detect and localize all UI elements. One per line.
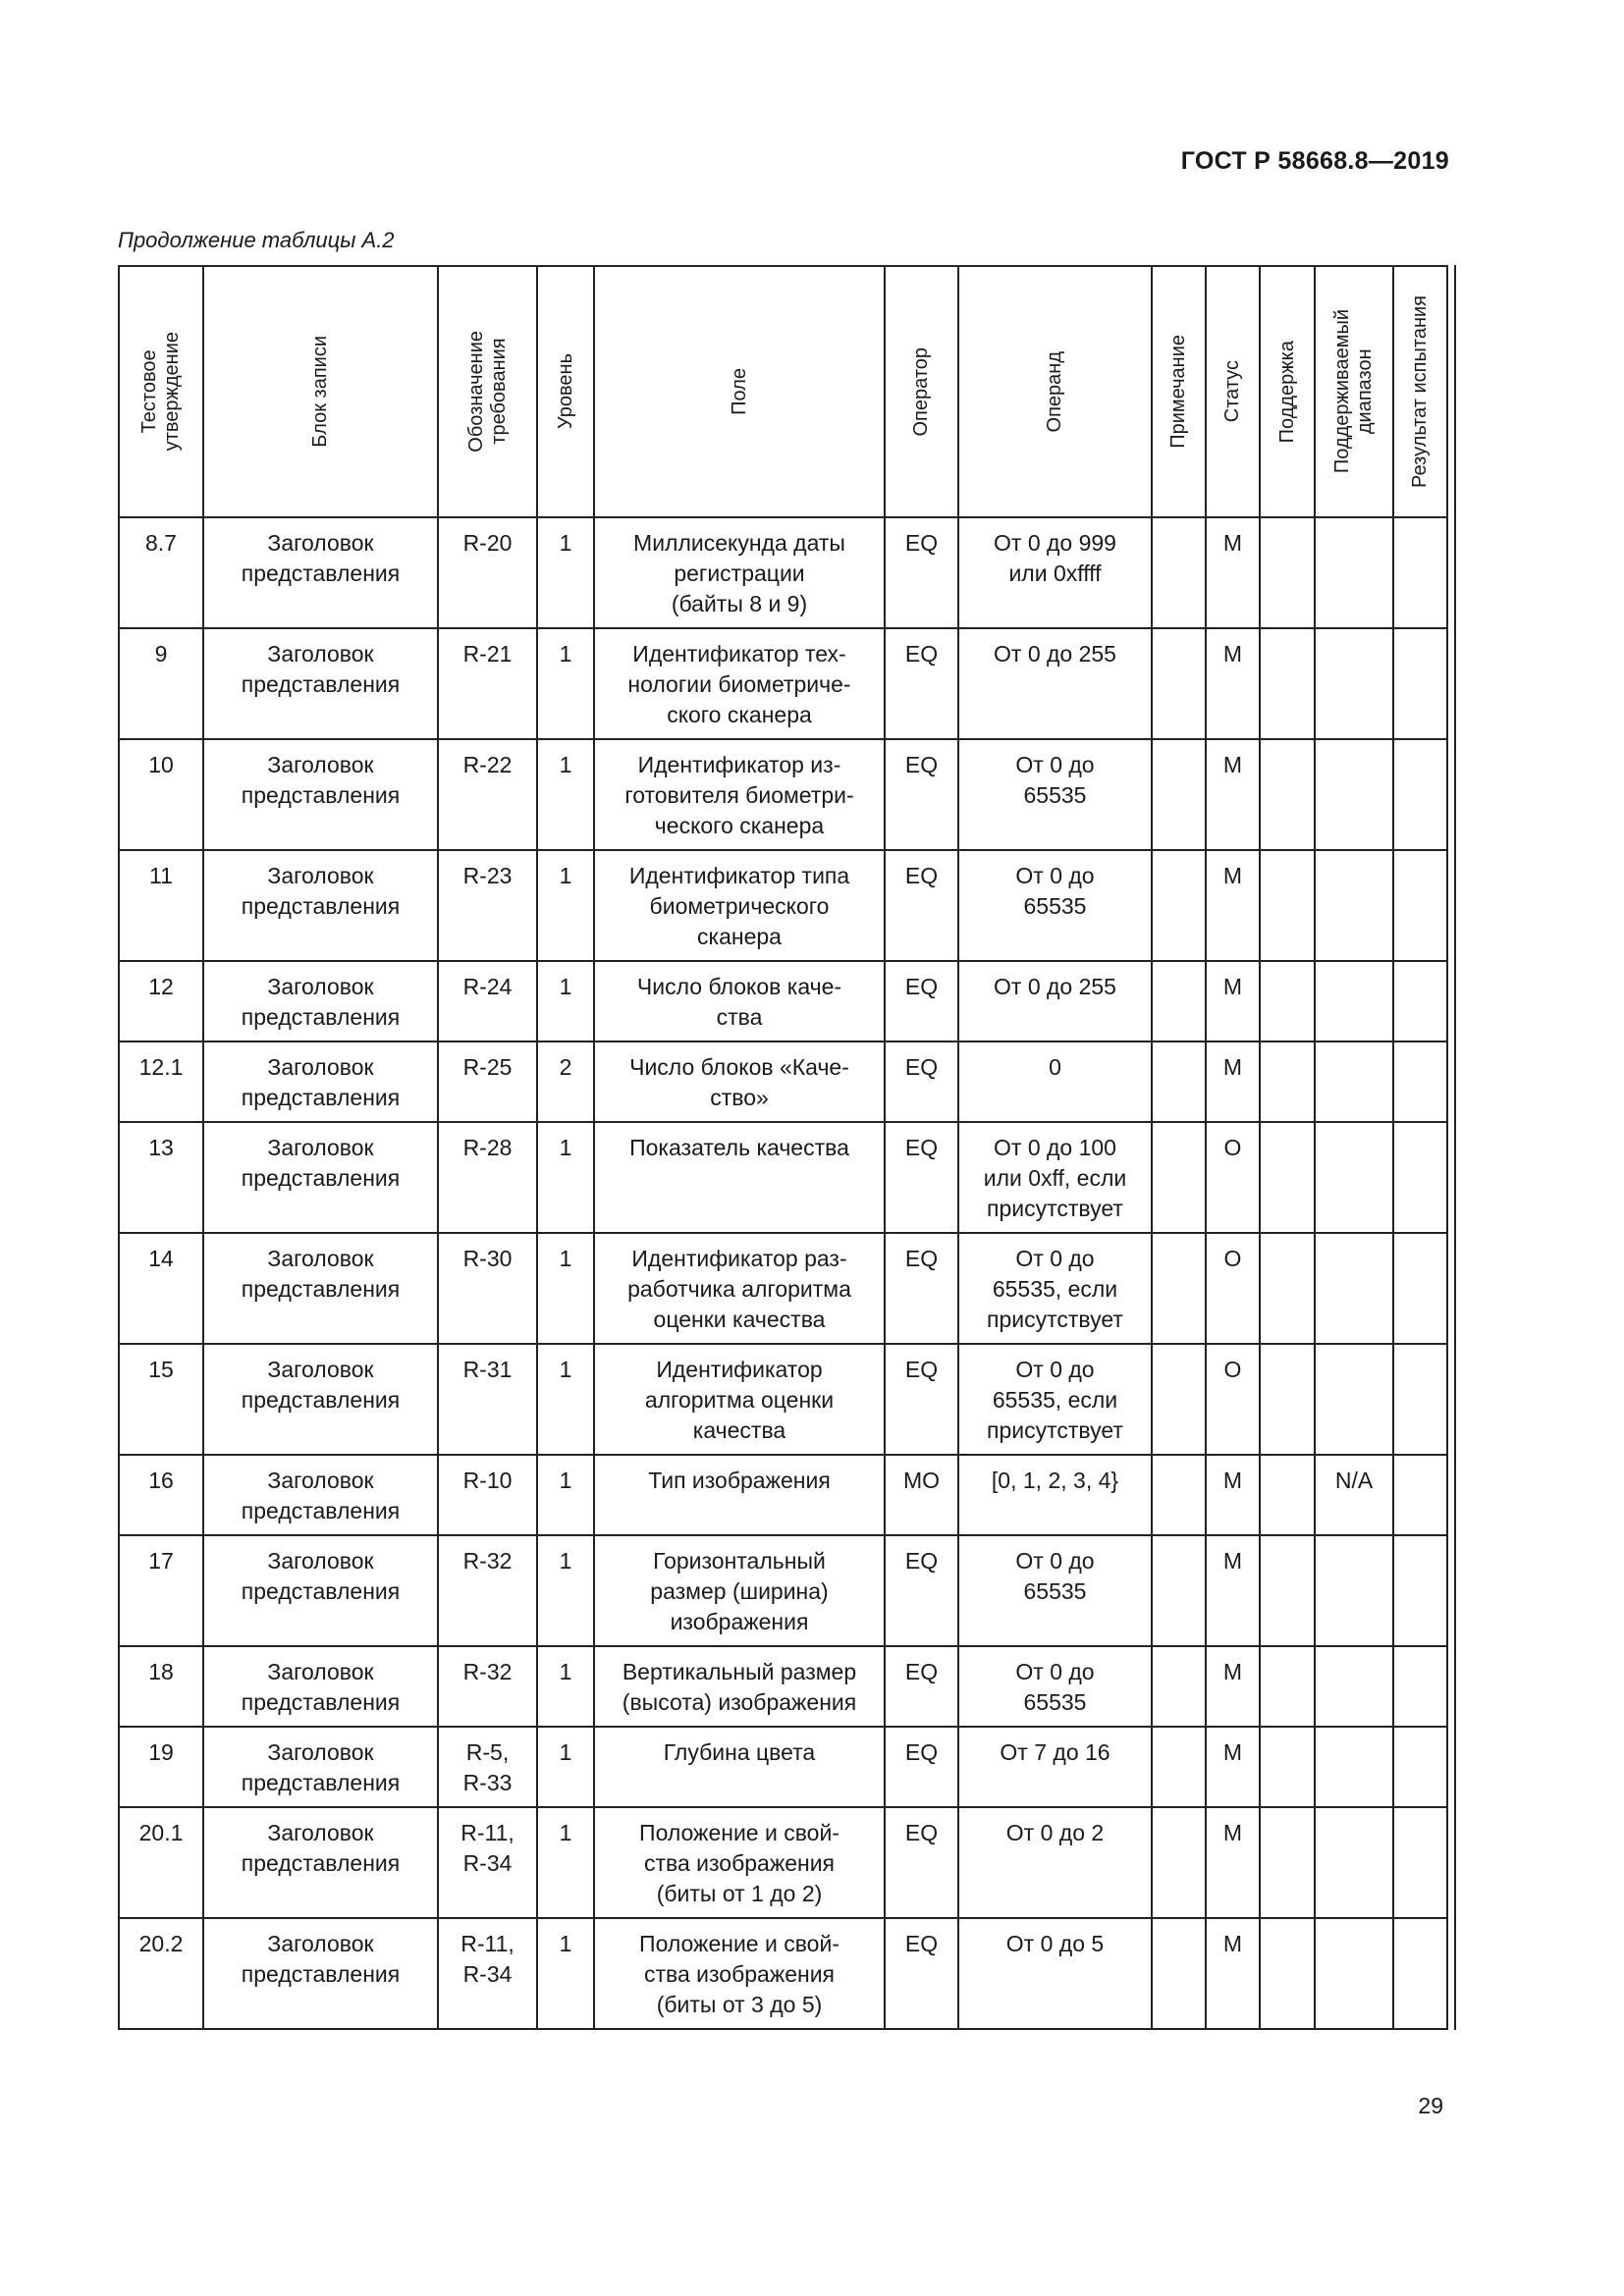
cell-note (1152, 1344, 1206, 1455)
cell-support (1260, 1807, 1315, 1918)
cell-record-block: Заголовок представления (203, 850, 438, 961)
cell-support (1260, 850, 1315, 961)
cell-test-assertion: 14 (119, 1233, 203, 1344)
cell-level: 1 (537, 1807, 594, 1918)
cell-test-assertion: 11 (119, 850, 203, 961)
cell-requirement-id: R-22 (438, 739, 537, 850)
cell-note (1152, 1646, 1206, 1727)
table-row (119, 1646, 1447, 1727)
cell-level: 1 (537, 1344, 594, 1455)
cell-note (1152, 1455, 1206, 1535)
cell-test-assertion: 20.2 (119, 1918, 203, 2029)
cell-operand: 0 (958, 1041, 1152, 1122)
cell-requirement-id: R-11, R-34 (438, 1918, 537, 2029)
cell-record-block: Заголовок представления (203, 1455, 438, 1535)
cell-operator: EQ (885, 517, 958, 628)
cell-field: Вертикальный размер (высота) изображения (594, 1646, 885, 1727)
cell-record-block: Заголовок представления (203, 739, 438, 850)
cell-requirement-id: R-20 (438, 517, 537, 628)
column-header-note (1152, 266, 1206, 517)
cell-support (1260, 1918, 1315, 2029)
cell-note (1152, 1535, 1206, 1646)
cell-supported-range (1315, 1646, 1393, 1727)
cell-support (1260, 1535, 1315, 1646)
cell-requirement-id: R-11, R-34 (438, 1807, 537, 1918)
cell-test-assertion: 20.1 (119, 1807, 203, 1918)
column-header-label: Уровень (554, 353, 576, 430)
column-header-label: Поддерживаемый диапазон (1331, 309, 1376, 474)
cell-operand: От 0 до 65535 (958, 850, 1152, 961)
cell-test-result (1393, 1455, 1447, 1535)
cell-field: Показатель качества (594, 1122, 885, 1233)
cell-test-result (1393, 850, 1447, 961)
cell-operator: MO (885, 1455, 958, 1535)
cell-operand: От 0 до 5 (958, 1918, 1152, 2029)
cell-test-result (1393, 517, 1447, 628)
cell-support (1260, 961, 1315, 1041)
cell-field: Идентификатор тех- нологии биометриче- ского сканера (594, 628, 885, 739)
cell-field: Число блоков «Каче- ство» (594, 1041, 885, 1122)
cell-level: 1 (537, 850, 594, 961)
cell-note (1152, 1041, 1206, 1122)
cell-test-result (1393, 1122, 1447, 1233)
cell-record-block: Заголовок представления (203, 517, 438, 628)
cell-operand: От 0 до 255 (958, 628, 1152, 739)
column-header-level (537, 266, 594, 517)
cell-test-assertion: 12.1 (119, 1041, 203, 1122)
column-header-operand (958, 266, 1152, 517)
cell-support (1260, 1727, 1315, 1807)
column-header-label: Поле (728, 368, 750, 415)
cell-test-result (1393, 1646, 1447, 1727)
cell-support (1260, 1455, 1315, 1535)
cell-test-result (1393, 1535, 1447, 1646)
cell-supported-range (1315, 1807, 1393, 1918)
cell-requirement-id: R-31 (438, 1344, 537, 1455)
cell-supported-range (1315, 628, 1393, 739)
cell-test-assertion: 18 (119, 1646, 203, 1727)
table-caption: Продолжение таблицы А.2 (118, 228, 395, 252)
cell-status: O (1206, 1122, 1260, 1233)
cell-status: M (1206, 1727, 1260, 1807)
cell-test-result (1393, 961, 1447, 1041)
cell-test-assertion: 17 (119, 1535, 203, 1646)
cell-status: M (1206, 961, 1260, 1041)
cell-record-block: Заголовок представления (203, 1807, 438, 1918)
table-row (119, 1233, 1447, 1344)
cell-supported-range (1315, 1918, 1393, 2029)
requirements-table (118, 265, 1448, 2030)
page-number: 29 (1418, 2093, 1443, 2118)
cell-test-result (1393, 1344, 1447, 1455)
cell-field: Глубина цвета (594, 1727, 885, 1807)
cell-operator: EQ (885, 961, 958, 1041)
cell-status: M (1206, 850, 1260, 961)
cell-requirement-id: R-5, R-33 (438, 1727, 537, 1807)
cell-record-block: Заголовок представления (203, 1918, 438, 2029)
cell-operator: EQ (885, 1807, 958, 1918)
column-header-label: Оператор (910, 347, 932, 437)
cell-level: 1 (537, 628, 594, 739)
cell-level: 1 (537, 1233, 594, 1344)
table-row (119, 1455, 1447, 1535)
cell-requirement-id: R-23 (438, 850, 537, 961)
cell-supported-range (1315, 1041, 1393, 1122)
cell-supported-range (1315, 1122, 1393, 1233)
table-double-edge (1454, 265, 1456, 2030)
cell-level: 1 (537, 1535, 594, 1646)
cell-note (1152, 1727, 1206, 1807)
cell-note (1152, 1807, 1206, 1918)
cell-field: Тип изображения (594, 1455, 885, 1535)
cell-support (1260, 1233, 1315, 1344)
cell-note (1152, 628, 1206, 739)
column-header-label: Примечание (1167, 335, 1189, 449)
cell-requirement-id: R-25 (438, 1041, 537, 1122)
cell-test-assertion: 15 (119, 1344, 203, 1455)
table-row (119, 1918, 1447, 2029)
cell-supported-range (1315, 1344, 1393, 1455)
cell-operator: EQ (885, 1918, 958, 2029)
cell-support (1260, 1122, 1315, 1233)
cell-record-block: Заголовок представления (203, 628, 438, 739)
cell-requirement-id: R-32 (438, 1535, 537, 1646)
cell-field: Идентификатор алгоритма оценки качества (594, 1344, 885, 1455)
cell-supported-range (1315, 739, 1393, 850)
cell-support (1260, 1041, 1315, 1122)
cell-status: O (1206, 1233, 1260, 1344)
column-header-label: Поддержка (1275, 340, 1298, 444)
cell-status: M (1206, 628, 1260, 739)
cell-operand: От 0 до 65535, если присутствует (958, 1233, 1152, 1344)
header-row (119, 266, 1447, 517)
column-header-requirement-id (438, 266, 537, 517)
cell-field: Положение и свой- ства изображения (биты от 3 до 5) (594, 1918, 885, 2029)
cell-operator: EQ (885, 1727, 958, 1807)
cell-supported-range (1315, 517, 1393, 628)
column-header-label: Блок записи (309, 336, 331, 448)
column-header-label: Результат испытания (1409, 295, 1431, 488)
cell-note (1152, 850, 1206, 961)
cell-support (1260, 1646, 1315, 1727)
column-header-field (594, 266, 885, 517)
cell-level: 1 (537, 1455, 594, 1535)
cell-support (1260, 628, 1315, 739)
cell-test-assertion: 9 (119, 628, 203, 739)
cell-note (1152, 961, 1206, 1041)
column-header-support (1260, 266, 1315, 517)
cell-supported-range (1315, 1727, 1393, 1807)
cell-status: M (1206, 1535, 1260, 1646)
cell-field: Идентификатор типа биометрического сканера (594, 850, 885, 961)
cell-field: Положение и свой- ства изображения (биты от 1 до 2) (594, 1807, 885, 1918)
cell-operand: От 0 до 65535 (958, 1646, 1152, 1727)
cell-record-block: Заголовок представления (203, 961, 438, 1041)
cell-test-result (1393, 1233, 1447, 1344)
cell-requirement-id: R-21 (438, 628, 537, 739)
cell-test-assertion: 8.7 (119, 517, 203, 628)
cell-field: Горизонтальный размер (ширина) изображения (594, 1535, 885, 1646)
cell-support (1260, 517, 1315, 628)
cell-level: 1 (537, 517, 594, 628)
cell-test-result (1393, 628, 1447, 739)
column-header-label: Тестовое утверждение (138, 332, 183, 452)
cell-field: Идентификатор раз- работчика алгоритма оценки качества (594, 1233, 885, 1344)
cell-status: M (1206, 739, 1260, 850)
cell-operand: От 0 до 255 (958, 961, 1152, 1041)
cell-test-result (1393, 1041, 1447, 1122)
table-body (119, 517, 1447, 2029)
cell-requirement-id: R-30 (438, 1233, 537, 1344)
table-row (119, 1122, 1447, 1233)
cell-operand: От 0 до 2 (958, 1807, 1152, 1918)
column-header-record-block (203, 266, 438, 517)
cell-record-block: Заголовок представления (203, 1122, 438, 1233)
cell-requirement-id: R-24 (438, 961, 537, 1041)
cell-operand: От 0 до 65535 (958, 1535, 1152, 1646)
cell-requirement-id: R-32 (438, 1646, 537, 1727)
cell-note (1152, 1122, 1206, 1233)
cell-level: 1 (537, 1646, 594, 1727)
table-row (119, 850, 1447, 961)
cell-operand: От 0 до 100 или 0xff, если присутствует (958, 1122, 1152, 1233)
table-row (119, 1344, 1447, 1455)
cell-status: M (1206, 1455, 1260, 1535)
cell-test-assertion: 12 (119, 961, 203, 1041)
cell-test-result (1393, 1918, 1447, 2029)
cell-operator: EQ (885, 1233, 958, 1344)
column-header-operator (885, 266, 958, 517)
standard-code: ГОСТ Р 58668.8—2019 (1180, 147, 1449, 175)
cell-level: 1 (537, 739, 594, 850)
cell-note (1152, 1233, 1206, 1344)
cell-level: 1 (537, 1122, 594, 1233)
cell-operand: От 0 до 999 или 0xffff (958, 517, 1152, 628)
cell-operator: EQ (885, 1041, 958, 1122)
column-header-label: Операнд (1044, 350, 1065, 433)
requirements-table-wrapper (118, 265, 1448, 2030)
cell-operand: От 0 до 65535, если присутствует (958, 1344, 1152, 1455)
cell-supported-range (1315, 1535, 1393, 1646)
cell-test-result (1393, 1807, 1447, 1918)
cell-operator: EQ (885, 739, 958, 850)
cell-support (1260, 739, 1315, 850)
column-header-status (1206, 266, 1260, 517)
table-row (119, 1727, 1447, 1807)
cell-supported-range (1315, 961, 1393, 1041)
cell-record-block: Заголовок представления (203, 1344, 438, 1455)
cell-requirement-id: R-28 (438, 1122, 537, 1233)
cell-operand: От 0 до 65535 (958, 739, 1152, 850)
cell-operator: EQ (885, 1344, 958, 1455)
cell-field: Число блоков каче- ства (594, 961, 885, 1041)
cell-level: 2 (537, 1041, 594, 1122)
column-header-test-assertion (119, 266, 203, 517)
column-header-supported-range (1315, 266, 1393, 517)
cell-support (1260, 1344, 1315, 1455)
cell-level: 1 (537, 1727, 594, 1807)
cell-supported-range (1315, 850, 1393, 961)
cell-field: Миллисекунда даты регистрации (байты 8 и 9) (594, 517, 885, 628)
table-row (119, 739, 1447, 850)
cell-status: M (1206, 1918, 1260, 2029)
cell-operator: EQ (885, 628, 958, 739)
cell-level: 1 (537, 1918, 594, 2029)
table-row (119, 1041, 1447, 1122)
table-row (119, 517, 1447, 628)
cell-operator: EQ (885, 1535, 958, 1646)
cell-record-block: Заголовок представления (203, 1727, 438, 1807)
cell-supported-range (1315, 1233, 1393, 1344)
cell-note (1152, 739, 1206, 850)
cell-operator: EQ (885, 1122, 958, 1233)
cell-status: M (1206, 1646, 1260, 1727)
cell-test-result (1393, 739, 1447, 850)
cell-record-block: Заголовок представления (203, 1233, 438, 1344)
cell-field: Идентификатор из- готовителя биометри- ческого сканера (594, 739, 885, 850)
cell-status: M (1206, 1041, 1260, 1122)
cell-supported-range: N/A (1315, 1455, 1393, 1535)
column-header-test-result (1393, 266, 1447, 517)
table-row (119, 961, 1447, 1041)
cell-test-assertion: 10 (119, 739, 203, 850)
cell-test-result (1393, 1727, 1447, 1807)
cell-level: 1 (537, 961, 594, 1041)
cell-status: O (1206, 1344, 1260, 1455)
cell-record-block: Заголовок представления (203, 1041, 438, 1122)
cell-record-block: Заголовок представления (203, 1646, 438, 1727)
column-header-label: Статус (1221, 360, 1243, 423)
table-row (119, 1807, 1447, 1918)
table-row (119, 1535, 1447, 1646)
cell-operand: От 7 до 16 (958, 1727, 1152, 1807)
column-header-label: Обозначение требования (464, 331, 510, 453)
cell-test-assertion: 16 (119, 1455, 203, 1535)
cell-requirement-id: R-10 (438, 1455, 537, 1535)
cell-operator: EQ (885, 1646, 958, 1727)
cell-operator: EQ (885, 850, 958, 961)
cell-record-block: Заголовок представления (203, 1535, 438, 1646)
cell-status: M (1206, 517, 1260, 628)
cell-test-assertion: 19 (119, 1727, 203, 1807)
cell-status: M (1206, 1807, 1260, 1918)
table-row (119, 628, 1447, 739)
cell-note (1152, 517, 1206, 628)
cell-operand: [0, 1, 2, 3, 4} (958, 1455, 1152, 1535)
cell-test-assertion: 13 (119, 1122, 203, 1233)
cell-note (1152, 1918, 1206, 2029)
